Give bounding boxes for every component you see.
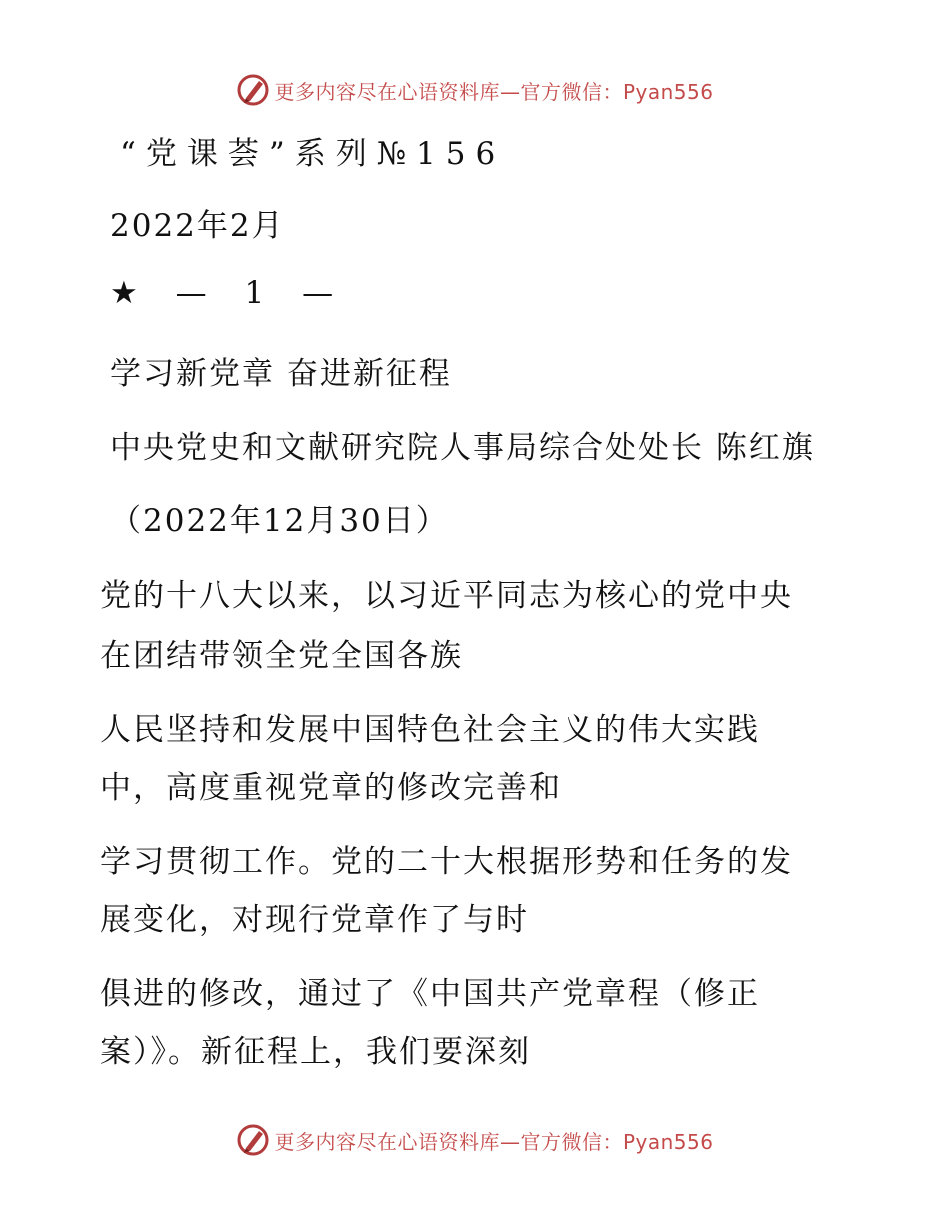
issue-date: 2022年2月: [110, 208, 285, 244]
body-line: 在团结带领全党全国各族: [100, 638, 463, 674]
body-line: 展变化，对现行党章作了与时: [100, 902, 529, 938]
body-line: 人民坚持和发展中国特色社会主义的伟大实践: [100, 712, 760, 748]
body-line: 案）》。新征程上，我们要深刻: [100, 1034, 531, 1070]
body-line: 学习贯彻工作。党的二十大根据形势和任务的发: [100, 844, 793, 880]
watermark-banner-top: [0, 70, 950, 110]
watermark-text: 更多内容尽在心语资料库—官方微信：Pyan556: [274, 79, 714, 104]
publish-date: （2022年12月30日）: [110, 503, 449, 539]
author-line: 中央党史和文献研究院人事局综合处处长 陈红旗: [110, 430, 815, 466]
body-line: 党的十八大以来，以习近平同志为核心的党中央: [100, 578, 793, 614]
pen-circle-logo-icon: [236, 1123, 270, 1157]
body-line: 中，高度重视党章的修改完善和: [100, 770, 562, 806]
body-line: 俱进的修改，通过了《中国共产党章程（修正: [100, 976, 760, 1012]
watermark-text: 更多内容尽在心语资料库—官方微信：Pyan556: [274, 1129, 714, 1154]
watermark-banner-bottom: [0, 1120, 950, 1160]
article-title: 学习新党章 奋进新征程: [110, 356, 452, 392]
section-marker: ★ — 1 —: [110, 275, 348, 311]
series-label: “党课荟”系列№156: [120, 136, 506, 172]
pen-circle-logo-icon: [236, 73, 270, 107]
